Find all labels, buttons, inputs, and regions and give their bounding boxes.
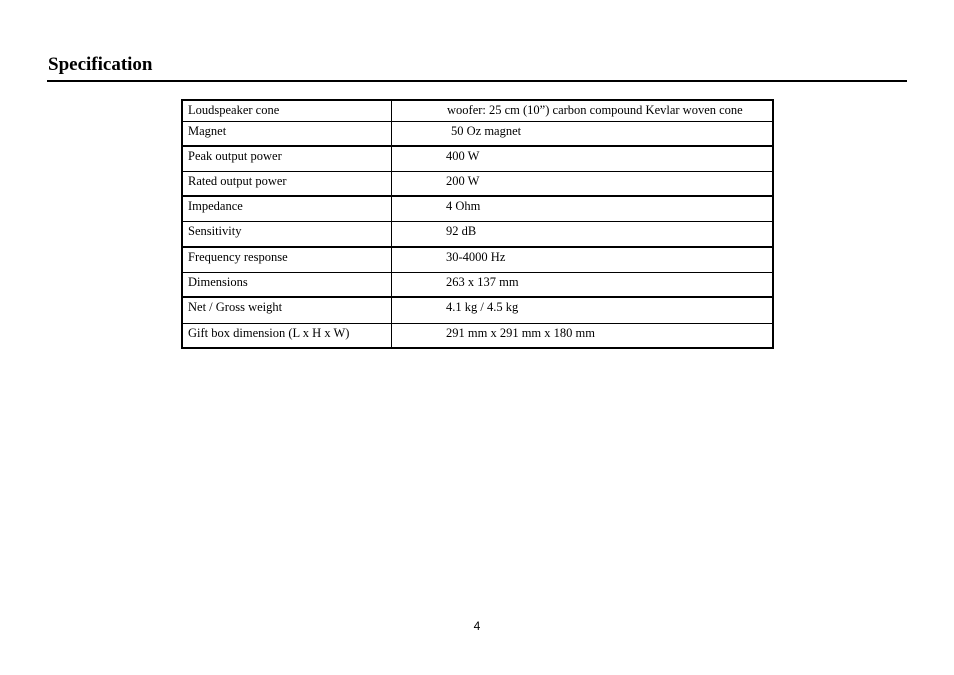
table-row — [182, 146, 773, 171]
table-row — [182, 100, 773, 121]
spec-value: 291 mm x 291 mm x 180 mm — [392, 323, 774, 348]
table-row — [182, 121, 773, 146]
spec-label: Loudspeaker cone — [182, 100, 392, 121]
spec-value: woofer: 25 cm (10”) carbon compound Kevlar woven cone — [392, 100, 774, 121]
spec-label: Peak output power — [182, 146, 392, 171]
spec-label: Net / Gross weight — [182, 297, 392, 323]
spec-value: 4 Ohm — [392, 196, 774, 221]
table-row — [182, 171, 773, 196]
spec-label: Gift box dimension (L x H x W) — [182, 323, 392, 348]
spec-label: Sensitivity — [182, 221, 392, 247]
spec-value: 50 Oz magnet — [392, 121, 774, 146]
page-title: Specification — [48, 54, 153, 75]
spec-value: 200 W — [392, 171, 774, 196]
spec-value: 263 x 137 mm — [392, 272, 774, 297]
spec-label: Frequency response — [182, 247, 392, 272]
spec-value: 92 dB — [392, 221, 774, 247]
spec-label: Impedance — [182, 196, 392, 221]
specification-table — [181, 99, 774, 349]
table-row — [182, 297, 773, 323]
table-row — [182, 196, 773, 221]
spec-value: 30-4000 Hz — [392, 247, 774, 272]
table-row — [182, 323, 773, 348]
page-number: 4 — [473, 619, 481, 633]
table-row — [182, 221, 773, 247]
spec-label: Dimensions — [182, 272, 392, 297]
table-row — [182, 272, 773, 297]
spec-value: 4.1 kg / 4.5 kg — [392, 297, 774, 323]
spec-value: 400 W — [392, 146, 774, 171]
title-divider — [47, 80, 907, 82]
spec-label: Rated output power — [182, 171, 392, 196]
table-row — [182, 247, 773, 272]
spec-label: Magnet — [182, 121, 392, 146]
